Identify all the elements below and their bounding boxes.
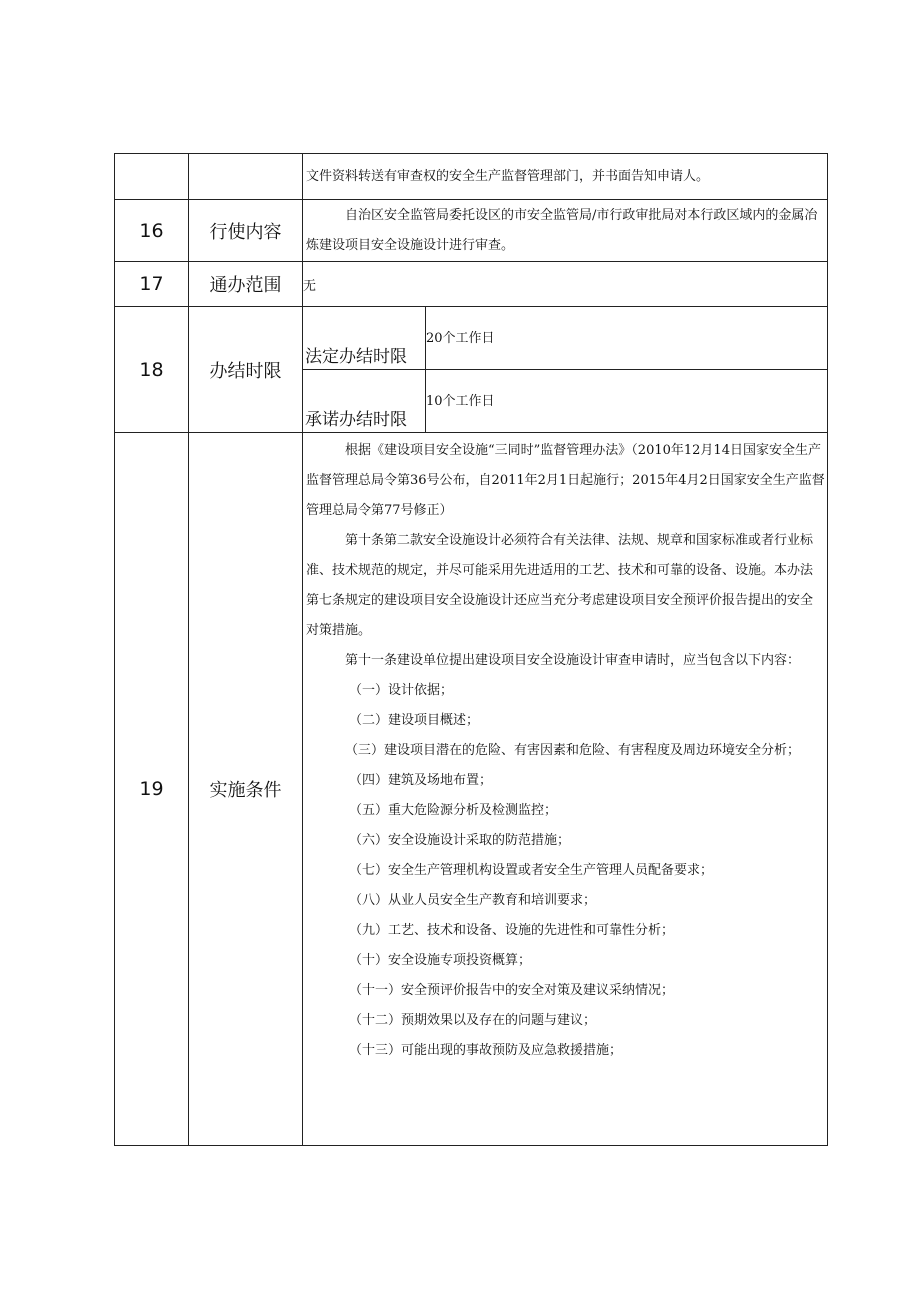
row-number — [115, 154, 189, 200]
table-row — [115, 307, 828, 370]
legal-time-limit-value: 20个工作日 — [426, 307, 828, 370]
table-row — [115, 200, 828, 262]
list-item: （七）安全生产管理机构设置或者安全生产管理人员配备要求； — [349, 863, 714, 878]
row-content — [303, 200, 828, 262]
row-content: 无 — [303, 262, 828, 307]
row-number: 19 — [115, 433, 189, 1146]
promised-time-limit-label: 承诺办结时限 — [303, 370, 426, 433]
row-label: 实施条件 — [189, 433, 303, 1146]
list-item: （二）建设项目概述； — [349, 713, 480, 728]
table-row — [115, 433, 828, 1146]
paragraph: 根据《建设项目安全设施“三同时”监督管理办法》（2010年12月14日国家安全生产监督管理总局令第36号公布，自2011年2月1日起施行；2015年4月2日国家安全生产监督管理总局令第77号修正） — [306, 443, 825, 518]
table-row — [115, 262, 828, 307]
promised-time-limit-value: 10个工作日 — [426, 370, 828, 433]
list-item: （十三）可能出现的事故预防及应急救援措施； — [349, 1043, 623, 1058]
row-content — [303, 433, 828, 1146]
list-item: （五）重大危险源分析及检测监控； — [349, 803, 558, 818]
list-item: （六）安全设施设计采取的防范措施； — [349, 833, 571, 848]
row-number: 16 — [115, 200, 189, 262]
content-text: 文件资料转送有审查权的安全生产监督管理部门，并书面告知申请人。 — [306, 168, 710, 184]
table-row — [115, 154, 828, 200]
list-item: （十）安全设施专项投资概算； — [349, 953, 532, 968]
legal-time-limit-label: 法定办结时限 — [303, 307, 426, 370]
row-label — [189, 154, 303, 200]
list-item: （九）工艺、技术和设备、设施的先进性和可靠性分析； — [349, 923, 675, 938]
list-item: （四）建筑及场地布置； — [349, 773, 493, 788]
list-item: （一）设计依据； — [349, 683, 454, 698]
row-content — [303, 154, 828, 200]
row-label: 办结时限 — [189, 307, 303, 433]
list-item: （八）从业人员安全生产教育和培训要求； — [349, 893, 597, 908]
row-number: 17 — [115, 262, 189, 307]
service-info-table — [114, 153, 828, 1146]
row-label: 行使内容 — [189, 200, 303, 262]
paragraph: 第十一条建设单位提出建设项目安全设施设计审查申请时，应当包含以下内容： — [345, 653, 801, 668]
row-number: 18 — [115, 307, 189, 433]
row-label: 通办范围 — [189, 262, 303, 307]
paragraph: 第十条第二款安全设施设计必须符合有关法律、法规、规章和国家标准或者行业标准、技术规范的规定，并尽可能采用先进适用的工艺、技术和可靠的设备、设施。本办法第七条规定的建设项目安全设施设计还应当充分考虑建设项目安全预评价报告提出的安全对策措施。 — [306, 533, 814, 638]
list-item: （十二）预期效果以及存在的问题与建议； — [349, 1013, 597, 1028]
list-item: （三）建设项目潜在的危险、有害因素和危险、有害程度及周边环境安全分析； — [345, 743, 801, 758]
list-item: （十一）安全预评价报告中的安全对策及建议采纳情况； — [349, 983, 675, 998]
content-text: 自治区安全监管局委托设区的市安全监管局/市行政审批局对本行政区域内的金属冶炼建设项目安全设施设计进行审查。 — [306, 207, 818, 253]
